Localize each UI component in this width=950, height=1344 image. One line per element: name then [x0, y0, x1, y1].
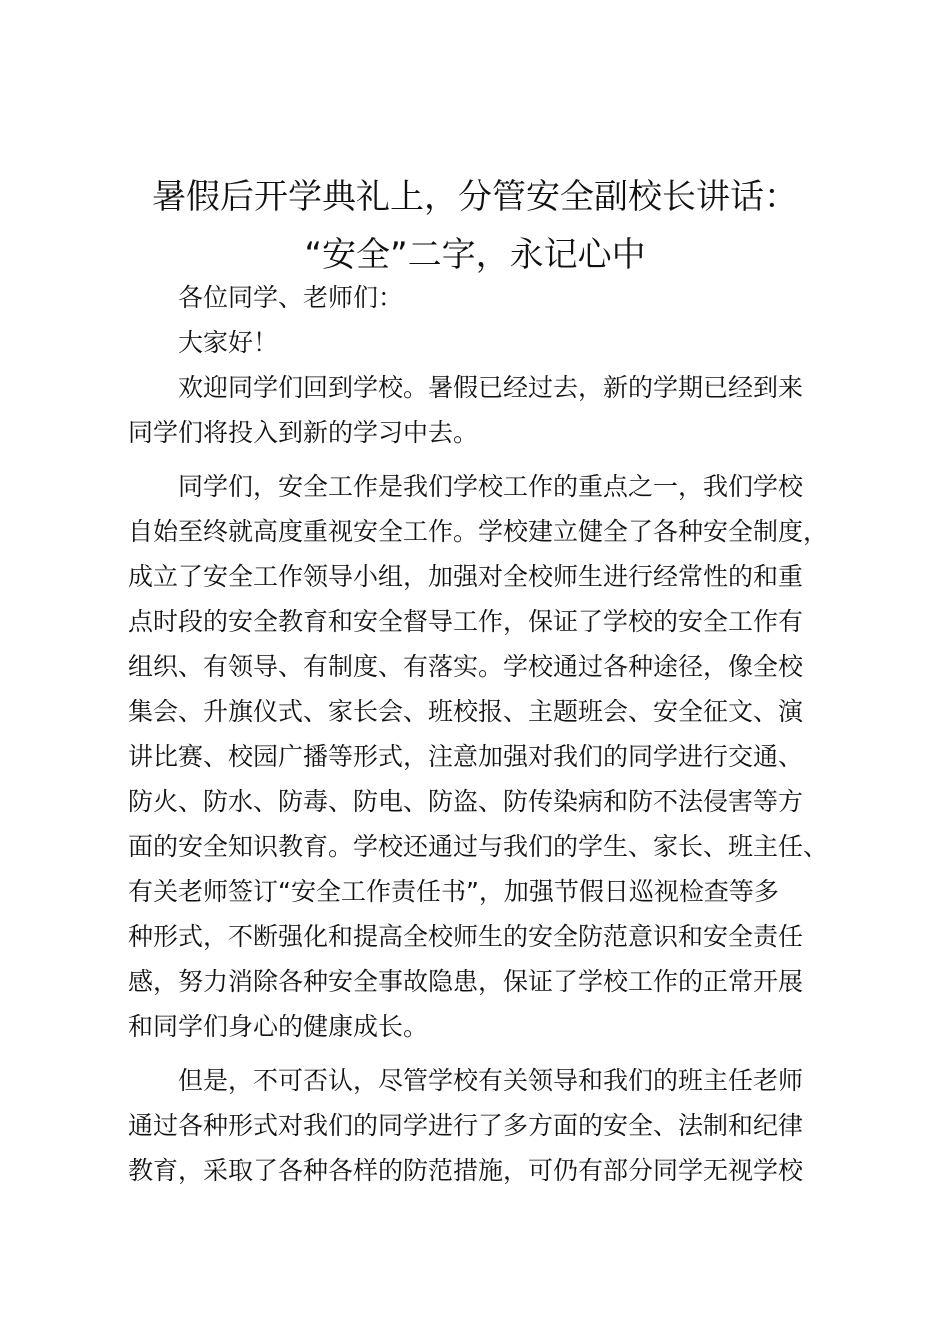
- paragraph-line: 集会、升旗仪式、家长会、班校报、主题班会、安全征文、演: [128, 697, 804, 726]
- paragraph-3: [128, 1058, 836, 1193]
- paragraph-line: 组织、有领导、有制度、有落实。学校通过各种途径，像全校: [128, 652, 804, 681]
- paragraph-line: 成立了安全工作领导小组，加强对全校师生进行经常性的和重: [128, 562, 804, 591]
- document-title: [110, 168, 840, 284]
- paragraph-line: 感，努力消除各种安全事故隐患，保证了学校工作的正常开展: [128, 967, 804, 996]
- paragraph-line: 欢迎同学们回到学校。暑假已经过去，新的学期已经到来: [178, 373, 804, 402]
- title-line-1: 暑假后开学典礼上，分管安全副校长讲话：: [152, 177, 798, 217]
- paragraph-line: 通过各种形式对我们的同学进行了多方面的安全、法制和纪律: [128, 1111, 804, 1140]
- paragraph-line: 种形式，不断强化和提高全校师生的安全防范意识和安全责任: [128, 922, 804, 951]
- title-line-2: “安全”二字，永记心中: [304, 235, 646, 275]
- paragraph-1: [128, 365, 836, 455]
- paragraph-2: [128, 464, 836, 1049]
- paragraph-line: 有关老师签订“安全工作责任书”，加强节假日巡视检查等多: [128, 877, 779, 906]
- paragraph-line: 面的安全知识教育。学校还通过与我们的学生、家长、班主任、: [128, 832, 829, 861]
- paragraph-line: 但是，不可否认，尽管学校有关领导和我们的班主任老师: [178, 1066, 804, 1095]
- document-body: [128, 275, 836, 1193]
- paragraph-line: 和同学们身心的健康成长。: [128, 1012, 429, 1041]
- paragraph-line: 同学们将投入到新的学习中去。: [128, 418, 479, 447]
- paragraph-line: 点时段的安全教育和安全督导工作，保证了学校的安全工作有: [128, 607, 804, 636]
- paragraph-line: 防火、防水、防毒、防电、防盗、防传染病和防不法侵害等方: [128, 787, 804, 816]
- greeting: 各位同学、老师们：: [178, 283, 404, 312]
- paragraph-line: 自始至终就高度重视安全工作。学校建立健全了各种安全制度，: [128, 517, 829, 546]
- salutation: 大家好！: [178, 328, 279, 357]
- paragraph-line: 教育，采取了各种各样的防范措施，可仍有部分同学无视学校: [128, 1156, 804, 1185]
- paragraph-line: 讲比赛、校园广播等形式，注意加强对我们的同学进行交通、: [128, 742, 804, 771]
- paragraph-line: 同学们，安全工作是我们学校工作的重点之一，我们学校: [178, 472, 804, 501]
